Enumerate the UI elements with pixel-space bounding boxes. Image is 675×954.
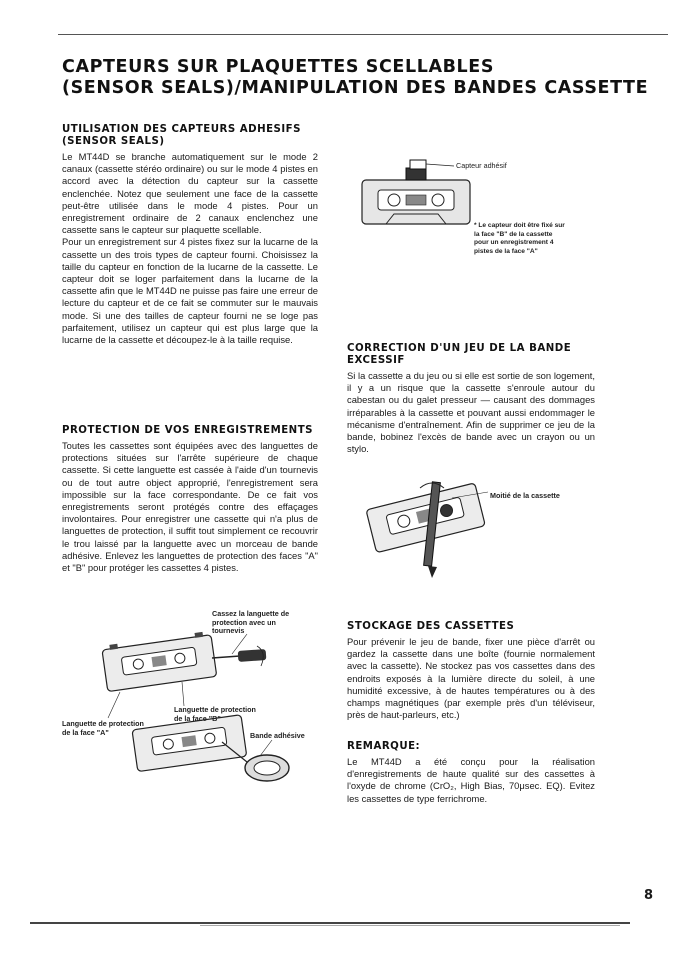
- section-storage: [347, 621, 595, 721]
- sensor-note: [474, 222, 565, 256]
- page-title-line-1: CAPTEURS SUR PLAQUETTES SCELLABLES: [62, 57, 495, 77]
- cassette-with-pencil-illustration: [356, 478, 496, 582]
- section-heading-protection: PROTECTION DE VOS ENREGISTREMENTS: [62, 425, 313, 436]
- section-protection: [62, 425, 318, 574]
- figure-tape-slack: [356, 478, 616, 588]
- sensor-paragraph-1: Le MT44D se branche automatiquement sur le mode 2 canaux (cassette stéréo ordinaire) ou sur le mode 4 pistes en accord avec la détection du capteur sur la cassette enclenchée. Notez que seulement une face de la cassette peut-être utilisée dans le mode 4 pistes. Pour un enregistrement ordinaire de 2 canaux enclenchez une cassette sans le capteur sur plaquette scellable.: [62, 151, 318, 236]
- screwdriver-icon: [212, 646, 266, 666]
- label-sensor-seal: Capteur adhésif: [456, 161, 507, 170]
- heading-line: (SENSOR SEALS): [62, 136, 165, 147]
- label-adhesive-tape: Bande adhésive: [250, 731, 305, 740]
- heading-line: UTILISATION DES CAPTEURS ADHESIFS: [62, 124, 301, 135]
- protection-paragraph: Toutes les cassettes sont équipées avec des languettes de protections situées sur l'arrête supérieure de chaque cassette. Si cette languette est cassée à l'aide d'un tournevis ou de tout autre object approprié, l'enregistrement sera impossible sur la face correspondante. De ce fait vos enregistrements seront protégés contre des effaçages involontaires. Pour enregistrer une cassette qui n'a plus de languettes de protection, il suffit tout simplement ce recouvrir le trou laissé par la languette avec un morceau de bande adhésive. Enlevez les languettes de protection des faces "A" et "B" pour protéger les cassettes 4 pistes.: [62, 440, 318, 574]
- caption-line: Cassez la languette de: [212, 609, 290, 618]
- slack-paragraph: Si la cassette a du jeu ou si elle est sortie de son logement, il y a un risque que la cassette s'enroule autour du cabestan ou du galet presseur — causant des dommages irréparables à la cassette et pouvant aussi endommager le mécanisme d'entraînement. Afin de supprimer ce jeu de la bande, bobinez l'excès de bande avec un crayon ou un stylo.: [347, 370, 595, 455]
- section-heading-tape-slack: [347, 343, 595, 367]
- caption-line: de la face "B": [174, 713, 221, 723]
- caption-line: protection avec un: [212, 617, 276, 627]
- sensor-note-line: * Le capteur doit être fixé sur: [474, 222, 565, 229]
- section-tape-slack: [347, 343, 595, 455]
- section-heading-remark: REMARQUE:: [347, 741, 421, 752]
- heading-line: EXCESSIF: [347, 355, 405, 366]
- page-number: 8: [644, 888, 654, 903]
- label-cassette-half: Moitié de la cassette: [490, 491, 560, 500]
- sensor-note-line: la face "B" de la cassette: [474, 230, 553, 238]
- section-heading-sensor-seals: [62, 124, 318, 148]
- caption-line: Languette de protection: [174, 705, 256, 714]
- section-heading-storage: STOCKAGE DES CASSETTES: [347, 621, 515, 632]
- top-rule: [58, 34, 668, 35]
- sensor-seal-icon: [406, 168, 426, 180]
- sensor-note-line: pistes de la face "A": [474, 247, 538, 255]
- figure-protection-tabs: [62, 610, 322, 810]
- caption-line: tournevis: [212, 626, 245, 636]
- section-remark: [347, 741, 595, 805]
- sensor-note-line: pour un enregistrement 4: [474, 239, 554, 247]
- remark-paragraph: Le MT44D a été conçu pour la réalisation d'enregistrements de haute qualité sur des cassettes à l'oxyde de chrome (CrO₂, High Bias, 70μsec. EQ). Evitez les cassettes de type ferrichrome.: [347, 756, 595, 804]
- caption-line: de la face "A": [62, 727, 109, 737]
- label-break-tab: [212, 610, 289, 636]
- section-sensor-seals: [62, 124, 318, 346]
- page-title: [62, 57, 662, 99]
- bottom-rule: [30, 922, 630, 924]
- label-tab-face-b: [174, 706, 256, 723]
- storage-paragraph: Pour prévenir le jeu de bande, fixer une pièce d'arrêt ou gardez la cassette dans une boîte (fournie normalement avec la cassette). Ne stockez pas vos cassettes dans des endroits exposés à la lumière directe du soleil, à une humidité excessive, à de hautes températures ou à des champs magnétiques (par exemple près d'un téléviseur, près de haut-parleurs, etc.): [347, 636, 595, 721]
- caption-line: Languette de protection: [62, 719, 144, 728]
- bottom-rule-thin: [200, 925, 620, 926]
- label-tab-face-a: [62, 720, 144, 737]
- sensor-paragraph-2: Pour un enregistrement sur 4 pistes fixez sur la lucarne de la cassette un des trois types de capteur fourni. Choisissez la taille du capteur en fonction de la lucarne de la cassette. Le capteur doit se loger parfaitement dans la lucarne de la cassette afin que le MT44D ne puisse pas faire une erreur de lecture du capteur et de ce fait se commuter sur le mauvais mode. Si une des tailles de capteur fourni ne se loge pas parfaitement, utilisez un capteur qui est plus large que la lucarne de la cassette et découpez-le à la taille requise.: [62, 236, 318, 346]
- page-title-line-2: (SENSOR SEALS)/MANIPULATION DES BANDES CASSETTE: [62, 78, 649, 98]
- heading-line: CORRECTION D'UN JEU DE LA BANDE: [347, 343, 572, 354]
- figure-sensor-seal: [356, 158, 656, 278]
